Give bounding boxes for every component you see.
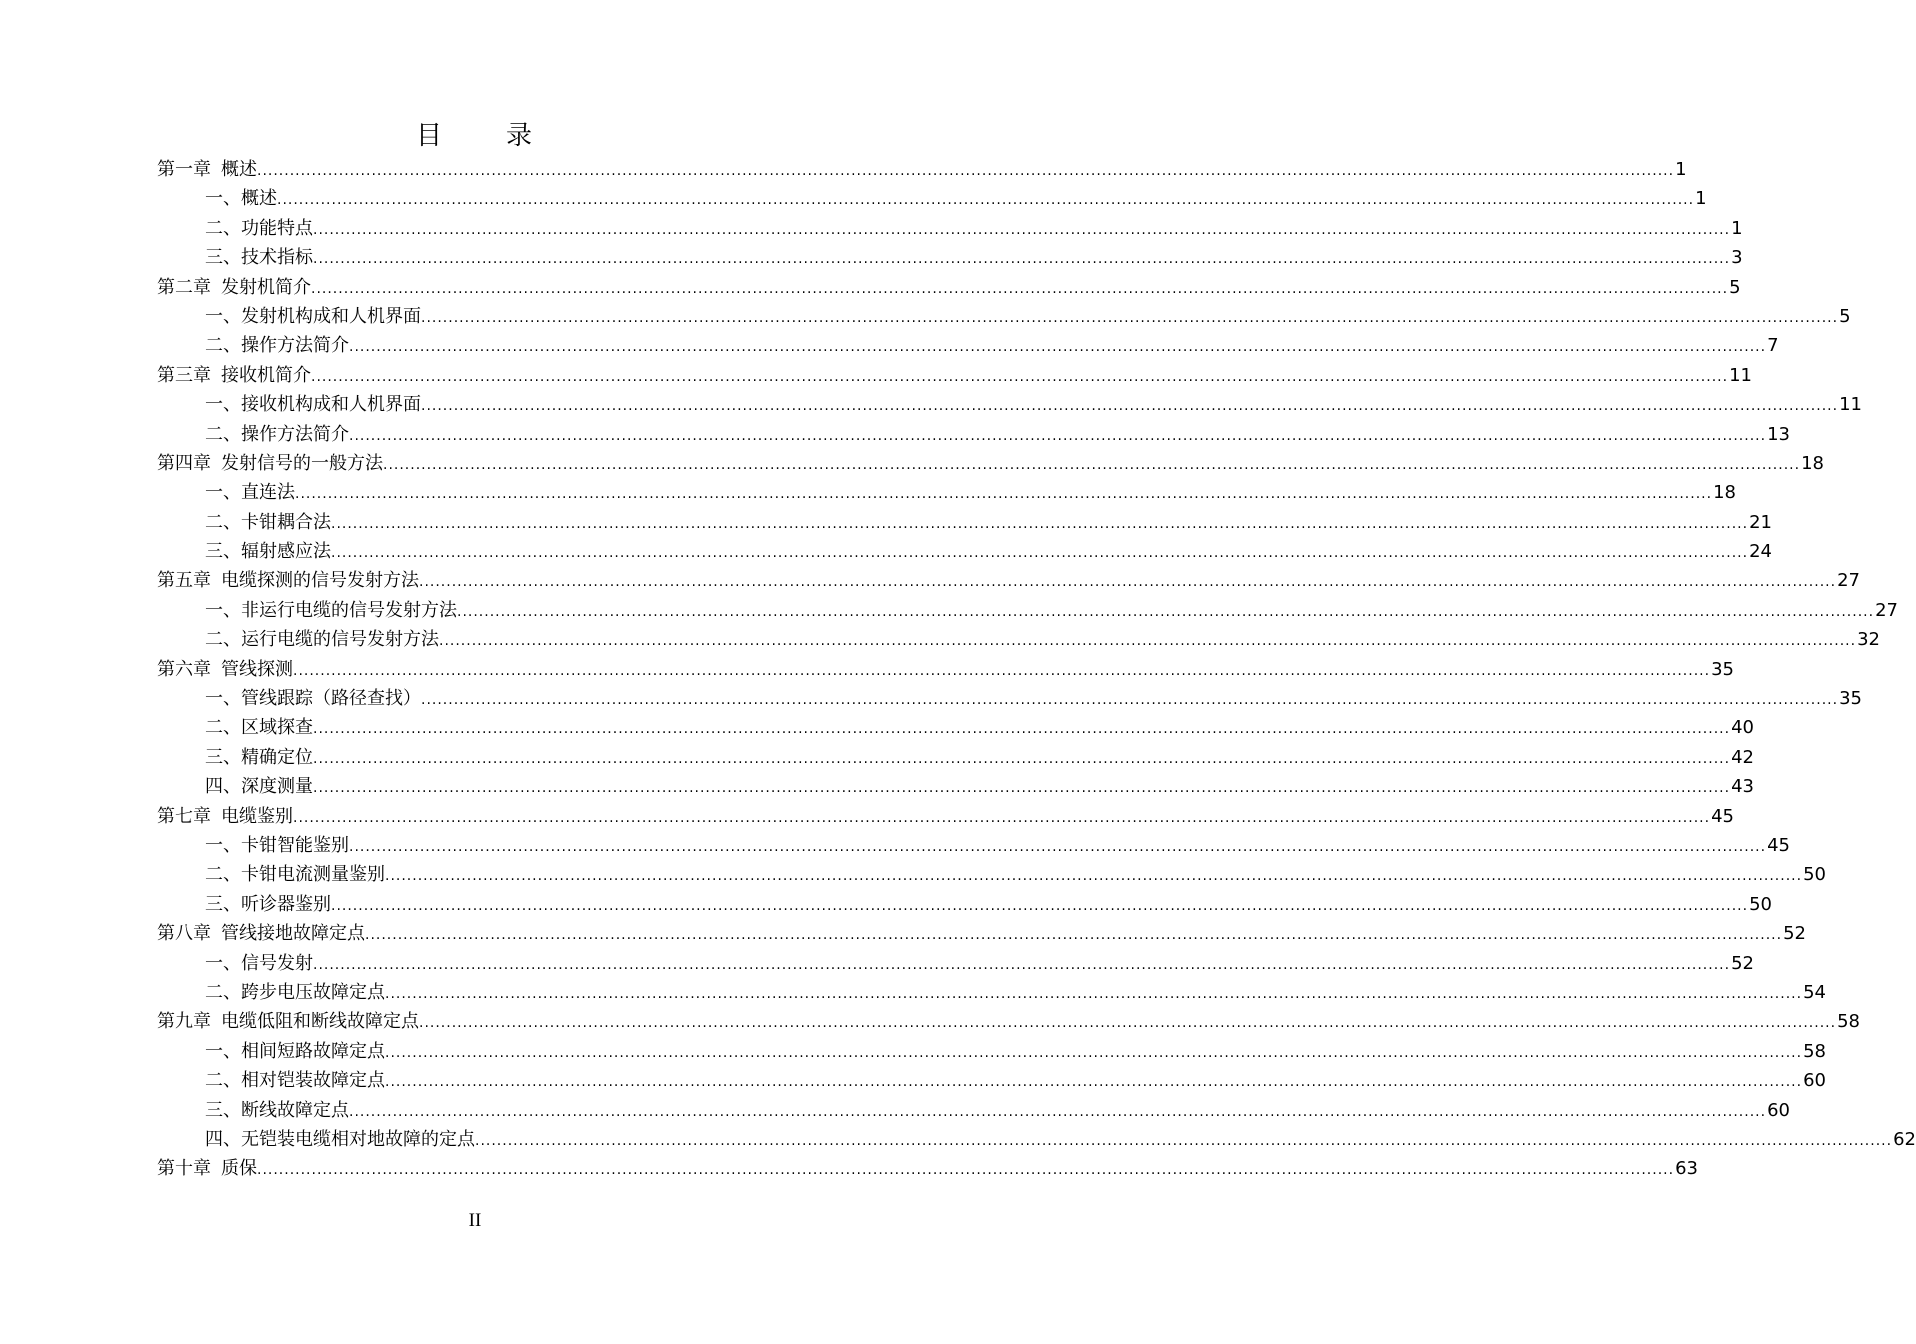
toc-entry-title: 接收机简介 (221, 364, 311, 386)
toc-dot-leader: .................................................................................................................................................................................................................................................................... (421, 309, 1839, 326)
toc-dot-leader: .................................................................................................................................................................................................................................................................... (475, 1132, 1893, 1149)
toc-entry-text (205, 420, 349, 449)
toc-entry-label: 二、 (205, 423, 241, 445)
toc-page-number: 3 (1731, 247, 1743, 269)
toc-entry-text (205, 214, 313, 243)
toc-section-entry[interactable] (157, 1037, 1826, 1066)
toc-entry-title: 概述 (221, 159, 257, 180)
toc-entry-text (205, 713, 313, 742)
toc-dot-leader: .................................................................................................................................................................................................................................................................... (313, 251, 1731, 268)
toc-page-number: 7 (1767, 335, 1779, 357)
toc-chapter-entry[interactable] (157, 273, 1741, 302)
toc-section-entry[interactable] (157, 772, 1754, 801)
toc-page-number: 5 (1729, 276, 1741, 298)
toc-section-entry[interactable] (157, 743, 1754, 772)
toc-entry-label: 二、 (205, 717, 241, 739)
toc-entry-text (205, 1037, 385, 1066)
toc-entry-label: 二、 (205, 335, 241, 357)
toc-page-number: 18 (1713, 482, 1736, 504)
toc-entry-text (205, 596, 457, 625)
toc-entry-text (205, 478, 295, 507)
toc-entry-title: 直连法 (241, 482, 295, 504)
toc-page-number: 45 (1767, 834, 1790, 856)
toc-entry-text (205, 978, 385, 1007)
toc-chapter-entry[interactable] (157, 566, 1860, 595)
toc-dot-leader: .................................................................................................................................................................................................................................................................... (293, 809, 1711, 826)
toc-section-entry[interactable] (157, 978, 1826, 1007)
toc-page-number: 1 (1675, 159, 1687, 180)
toc-entry-title: 操作方法简介 (241, 335, 349, 357)
toc-entry-label: 一、 (205, 394, 241, 416)
toc-dot-leader: .................................................................................................................................................................................................................................................................... (295, 486, 1713, 503)
toc-entry-label: 二、 (205, 511, 241, 533)
toc-entry-label: 一、 (205, 188, 241, 210)
toc-entry-text (205, 184, 277, 213)
toc-entry-text (157, 449, 383, 478)
toc-dot-leader: .................................................................................................................................................................................................................................................................... (313, 956, 1731, 973)
page-title (0, 118, 950, 154)
toc-entry-text (205, 831, 349, 860)
toc-entry-text (157, 1154, 257, 1183)
toc-dot-leader: .................................................................................................................................................................................................................................................................... (421, 692, 1839, 709)
toc-dot-leader: .................................................................................................................................................................................................................................................................... (419, 1015, 1837, 1032)
toc-page-number: 27 (1837, 570, 1860, 592)
page-title-char-1: 目 (415, 121, 444, 151)
toc-dot-leader: .................................................................................................................................................................................................................................................................... (421, 398, 1839, 415)
toc-entry-label: 第六章 (157, 658, 211, 680)
toc-entry-title: 操作方法简介 (241, 423, 349, 445)
toc-section-entry[interactable] (157, 214, 1743, 243)
toc-entry-text (157, 155, 257, 184)
toc-entry-text (157, 655, 293, 684)
toc-page-number: 18 (1801, 452, 1824, 474)
toc-entry-title: 接收机构成和人机界面 (241, 394, 421, 416)
toc-entry-text (205, 537, 331, 566)
page-number-footer: II (468, 1210, 482, 1231)
toc-chapter-entry[interactable] (157, 155, 1687, 184)
toc-section-entry[interactable] (157, 331, 1779, 360)
toc-entry-label: 第十章 (157, 1158, 211, 1180)
toc-entry-label: 二、 (205, 1070, 241, 1092)
toc-entry-title: 听诊器鉴别 (241, 893, 331, 915)
toc-entry-title: 概述 (241, 188, 277, 210)
toc-entry-label: 一、 (205, 834, 241, 856)
toc-dot-leader: .................................................................................................................................................................................................................................................................... (383, 456, 1801, 473)
toc-dot-leader: .................................................................................................................................................................................................................................................................... (313, 780, 1731, 797)
toc-dot-leader: .................................................................................................................................................................................................................................................................... (331, 515, 1749, 532)
toc-entry-label: 三、 (205, 893, 241, 915)
toc-page-number: 35 (1711, 658, 1734, 680)
toc-entry-title: 电缆鉴别 (221, 805, 293, 827)
toc-entry-text (205, 772, 313, 801)
toc-entry-text (205, 390, 421, 419)
toc-section-entry[interactable] (157, 1096, 1790, 1125)
toc-entry-label: 三、 (205, 541, 241, 563)
toc-page-number: 42 (1731, 746, 1754, 768)
toc-entry-title: 质保 (221, 1158, 257, 1180)
toc-entry-label: 三、 (205, 247, 241, 269)
toc-entry-label: 第九章 (157, 1011, 211, 1033)
toc-entry-title: 精确定位 (241, 746, 313, 768)
toc-dot-leader: .................................................................................................................................................................................................................................................................... (331, 545, 1749, 562)
toc-entry-title: 管线接地故障定点 (221, 923, 365, 945)
toc-entry-label: 一、 (205, 305, 241, 327)
toc-page-number: 11 (1729, 364, 1752, 386)
toc-entry-label: 第五章 (157, 570, 211, 592)
toc-chapter-entry[interactable] (157, 919, 1806, 948)
toc-entry-text (205, 1066, 385, 1095)
toc-entry-label: 二、 (205, 217, 241, 239)
toc-page-number: 32 (1857, 629, 1880, 651)
toc-entry-title: 电缆探测的信号发射方法 (221, 570, 419, 592)
toc-section-entry[interactable] (157, 860, 1826, 889)
toc-entry-title: 管线探测 (221, 658, 293, 680)
toc-section-entry[interactable] (157, 184, 1707, 213)
toc-entry-label: 四、 (205, 1128, 241, 1150)
toc-chapter-entry[interactable] (157, 655, 1734, 684)
toc-entry-text (205, 625, 439, 654)
toc-entry-label: 一、 (205, 1040, 241, 1062)
toc-entry-label: 三、 (205, 1099, 241, 1121)
toc-page-number: 1 (1731, 217, 1743, 239)
toc-entry-title: 卡钳电流测量鉴别 (241, 864, 385, 886)
toc-page-number: 35 (1839, 688, 1862, 710)
toc-entry-label: 第三章 (157, 364, 211, 386)
toc-dot-leader: .................................................................................................................................................................................................................................................................... (311, 368, 1729, 385)
toc-page-number: 52 (1783, 923, 1806, 945)
toc-entry-text (205, 243, 313, 272)
toc-dot-leader: .................................................................................................................................................................................................................................................................... (311, 280, 1729, 297)
toc-entry-text (205, 860, 385, 889)
toc-entry-label: 第一章 (157, 159, 211, 180)
toc-entry-title: 区域探查 (241, 717, 313, 739)
toc-entry-text (205, 508, 331, 537)
toc-chapter-entry[interactable] (157, 802, 1734, 831)
toc-page-number: 60 (1803, 1070, 1826, 1092)
toc-section-entry[interactable] (157, 596, 1898, 625)
toc-entry-text (205, 743, 313, 772)
toc-entry-text (205, 890, 331, 919)
toc-page-number: 27 (1875, 599, 1898, 621)
toc-entry-label: 第二章 (157, 276, 211, 298)
toc-page-number: 11 (1839, 394, 1862, 416)
toc-page-number: 58 (1837, 1011, 1860, 1033)
toc-section-entry[interactable] (157, 684, 1862, 713)
toc-dot-leader: .................................................................................................................................................................................................................................................................... (349, 1103, 1767, 1120)
toc-dot-leader: .................................................................................................................................................................................................................................................................... (419, 574, 1837, 591)
toc-dot-leader: .................................................................................................................................................................................................................................................................... (277, 192, 1695, 209)
toc-page-number: 63 (1675, 1158, 1698, 1180)
toc-entry-text (157, 1007, 419, 1036)
toc-section-entry[interactable] (157, 390, 1862, 419)
toc-dot-leader: .................................................................................................................................................................................................................................................................... (365, 927, 1783, 944)
toc-page-number: 52 (1731, 952, 1754, 974)
toc-dot-leader: .................................................................................................................................................................................................................................................................... (385, 868, 1803, 885)
toc-page-number: 40 (1731, 717, 1754, 739)
toc-entry-label: 二、 (205, 864, 241, 886)
toc-entry-title: 功能特点 (241, 217, 313, 239)
toc-dot-leader: .................................................................................................................................................................................................................................................................... (385, 1044, 1803, 1061)
toc-page-number: 1 (1695, 188, 1707, 210)
toc-entry-title: 深度测量 (241, 776, 313, 798)
toc-section-entry[interactable] (157, 1125, 1916, 1154)
toc-page-number: 24 (1749, 541, 1772, 563)
toc-entry-title: 信号发射 (241, 952, 313, 974)
toc-entry-text (205, 1096, 349, 1125)
toc-page-number: 54 (1803, 981, 1826, 1003)
toc-entry-text (157, 361, 311, 390)
toc-entry-text (157, 566, 419, 595)
toc-dot-leader: .................................................................................................................................................................................................................................................................... (313, 750, 1731, 767)
toc-chapter-entry[interactable] (157, 1154, 1698, 1183)
toc-section-entry[interactable] (157, 420, 1790, 449)
toc-entry-title: 相对铠装故障定点 (241, 1070, 385, 1092)
toc-chapter-entry[interactable] (157, 1007, 1860, 1036)
toc-entry-title: 相间短路故障定点 (241, 1040, 385, 1062)
toc-page-number: 60 (1767, 1099, 1790, 1121)
toc-entry-label: 三、 (205, 746, 241, 768)
toc-entry-label: 四、 (205, 776, 241, 798)
toc-section-entry[interactable] (157, 625, 1880, 654)
toc-entry-title: 发射信号的一般方法 (221, 452, 383, 474)
toc-dot-leader: .................................................................................................................................................................................................................................................................... (257, 163, 1675, 179)
toc-entry-title: 卡钳耦合法 (241, 511, 331, 533)
toc-entry-title: 断线故障定点 (241, 1099, 349, 1121)
toc-section-entry[interactable] (157, 508, 1772, 537)
toc-entry-title: 发射机构成和人机界面 (241, 305, 421, 327)
toc-dot-leader: .................................................................................................................................................................................................................................................................... (349, 339, 1767, 356)
toc-page-number: 58 (1803, 1040, 1826, 1062)
toc-page-number: 5 (1839, 305, 1851, 327)
toc-dot-leader: .................................................................................................................................................................................................................................................................... (257, 1162, 1675, 1179)
toc-entry-label: 一、 (205, 482, 241, 504)
toc-section-entry[interactable] (157, 890, 1772, 919)
toc-chapter-entry[interactable] (157, 361, 1752, 390)
toc-entry-title: 跨步电压故障定点 (241, 981, 385, 1003)
toc-entry-text (205, 302, 421, 331)
toc-chapter-entry[interactable] (157, 449, 1824, 478)
toc-entry-title: 运行电缆的信号发射方法 (241, 629, 439, 651)
toc-dot-leader: .................................................................................................................................................................................................................................................................... (385, 985, 1803, 1002)
toc-dot-leader: .................................................................................................................................................................................................................................................................... (349, 838, 1767, 855)
toc-entry-title: 发射机简介 (221, 276, 311, 298)
toc-entry-title: 电缆低阻和断线故障定点 (221, 1011, 419, 1033)
toc-entry-text (205, 1125, 475, 1154)
toc-entry-label: 第七章 (157, 805, 211, 827)
toc-dot-leader: .................................................................................................................................................................................................................................................................... (457, 603, 1875, 620)
toc-entry-title: 卡钳智能鉴别 (241, 834, 349, 856)
toc-entry-title: 管线跟踪（路径查找） (241, 688, 421, 710)
toc-section-entry[interactable] (157, 713, 1754, 742)
toc-dot-leader: .................................................................................................................................................................................................................................................................... (293, 662, 1711, 679)
toc-entry-label: 一、 (205, 688, 241, 710)
page-title-char-2: 录 (506, 121, 535, 151)
toc-dot-leader: .................................................................................................................................................................................................................................................................... (313, 721, 1731, 738)
toc-entry-text (157, 919, 365, 948)
toc-dot-leader: .................................................................................................................................................................................................................................................................... (349, 427, 1767, 444)
toc-dot-leader: .................................................................................................................................................................................................................................................................... (385, 1074, 1803, 1091)
toc-section-entry[interactable] (157, 831, 1790, 860)
toc-entry-title: 辐射感应法 (241, 541, 331, 563)
toc-entry-text (157, 802, 293, 831)
toc-entry-text (205, 684, 421, 713)
toc-entry-label: 一、 (205, 599, 241, 621)
toc-section-entry[interactable] (157, 537, 1772, 566)
toc-page-number: 21 (1749, 511, 1772, 533)
table-of-contents (157, 155, 1916, 1184)
toc-page-number: 45 (1711, 805, 1734, 827)
toc-section-entry[interactable] (157, 949, 1754, 978)
toc-entry-title: 无铠装电缆相对地故障的定点 (241, 1128, 475, 1150)
toc-section-entry[interactable] (157, 302, 1851, 331)
toc-dot-leader: .................................................................................................................................................................................................................................................................... (313, 221, 1731, 238)
toc-dot-leader: .................................................................................................................................................................................................................................................................... (331, 897, 1749, 914)
toc-entry-text (205, 331, 349, 360)
toc-entry-title: 非运行电缆的信号发射方法 (241, 599, 457, 621)
toc-entry-title: 技术指标 (241, 247, 313, 269)
toc-entry-label: 二、 (205, 629, 241, 651)
toc-section-entry[interactable] (157, 478, 1736, 507)
toc-page-number: 50 (1749, 893, 1772, 915)
toc-entry-label: 第四章 (157, 452, 211, 474)
toc-dot-leader: .................................................................................................................................................................................................................................................................... (439, 633, 1857, 650)
toc-entry-text (205, 949, 313, 978)
toc-page-number: 43 (1731, 776, 1754, 798)
toc-page-number: 62 (1893, 1128, 1916, 1150)
toc-page-number: 50 (1803, 864, 1826, 886)
toc-entry-text (157, 273, 311, 302)
toc-entry-label: 二、 (205, 981, 241, 1003)
toc-section-entry[interactable] (157, 243, 1743, 272)
toc-page-number: 13 (1767, 423, 1790, 445)
toc-entry-label: 一、 (205, 952, 241, 974)
toc-section-entry[interactable] (157, 1066, 1826, 1095)
toc-entry-label: 第八章 (157, 923, 211, 945)
